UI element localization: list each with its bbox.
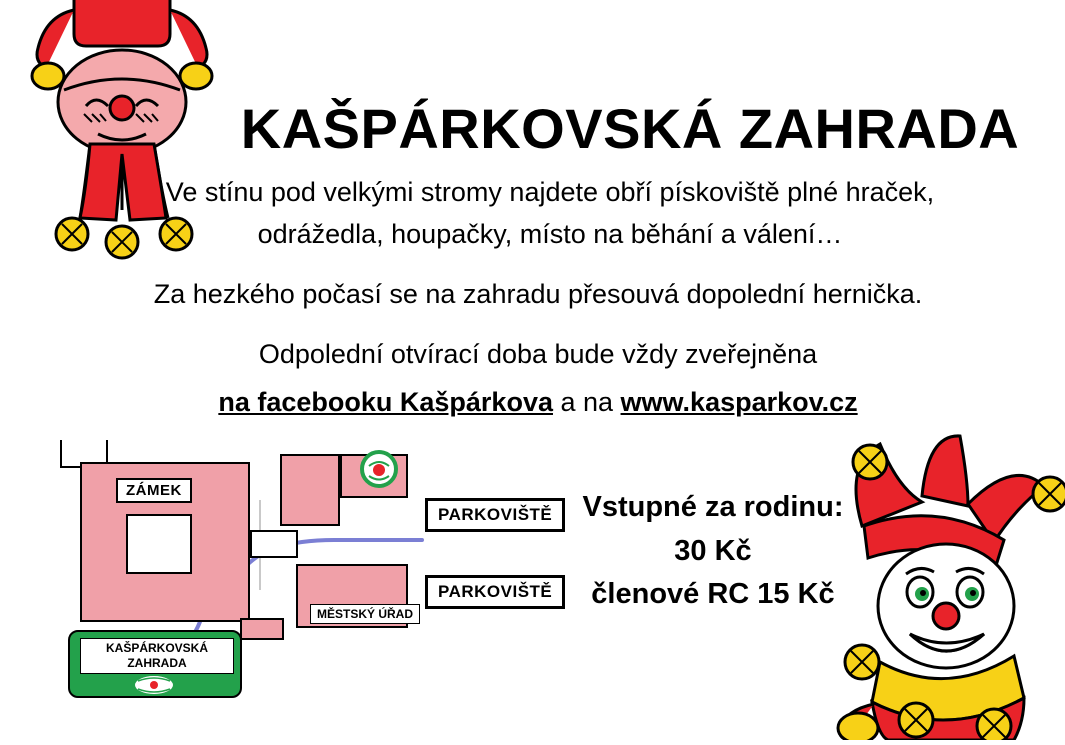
garden-label xyxy=(80,638,234,674)
garden-label-line1: KAŠPÁRKOVSKÁ xyxy=(105,641,208,655)
garden-label-line2: ZAHRADA xyxy=(127,656,187,670)
garden-marker xyxy=(68,630,242,698)
building-block-north xyxy=(280,454,340,526)
links-line xyxy=(48,384,1028,420)
castle-label: ZÁMEK xyxy=(116,478,192,503)
parking-label-1: PARKOVIŠTĚ xyxy=(425,498,565,532)
price-heading: Vstupné za rodinu: xyxy=(582,491,844,523)
castle-courtyard xyxy=(126,514,192,574)
price-members: členové RC 15 Kč xyxy=(591,578,835,610)
kasparkov-logo-icon xyxy=(132,674,176,696)
parking-label-2: PARKOVIŠTĚ xyxy=(425,575,565,609)
building-block-small xyxy=(240,618,284,640)
castle-passage xyxy=(250,530,298,558)
afternoon-hours-note: Odpolední otvírací doba bude vždy zveřejněna xyxy=(258,339,818,369)
facebook-link[interactable]: na facebooku Kašpárkova xyxy=(218,387,553,417)
website-link[interactable]: www.kasparkov.cz xyxy=(620,387,858,417)
city-hall-label: MĚSTSKÝ ÚŘAD xyxy=(310,604,420,624)
page-title: KAŠPÁRKOVSKÁ ZAHRADA xyxy=(240,96,1020,160)
intro-paragraph: Ve stínu pod velkými stromy najdete obří pískoviště plné hraček, odrážedla, houpačky, místo na běhání a válení… xyxy=(165,177,935,249)
location-map xyxy=(60,440,560,730)
links-conjunction: a na xyxy=(552,387,621,417)
weather-note: Za hezkého počasí se na zahradu přesouvá dopolední hernička. xyxy=(153,279,923,309)
kasparkov-logo-icon xyxy=(360,450,398,488)
price-family: 30 Kč xyxy=(674,534,752,567)
jester-face-icon xyxy=(818,430,1065,740)
